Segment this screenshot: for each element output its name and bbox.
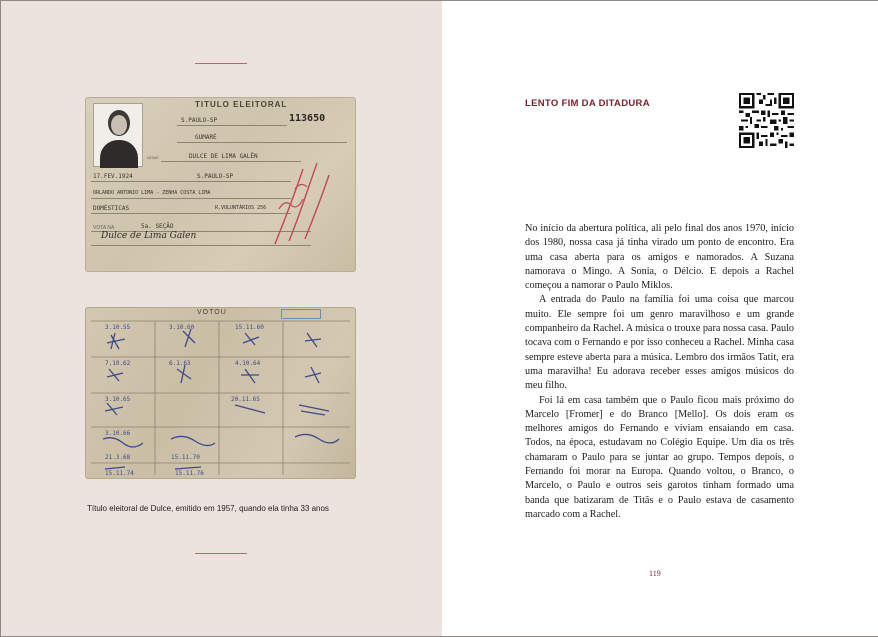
svg-text:15.11.76: 15.11.76 — [175, 470, 204, 477]
portrait-photo — [93, 103, 143, 167]
bottom-decorative-rule — [195, 553, 247, 554]
svg-text:3.10.65: 3.10.65 — [105, 396, 131, 403]
svg-text:4.10.64: 4.10.64 — [235, 360, 261, 367]
svg-text:15.11.60: 15.11.60 — [235, 324, 264, 331]
card-title: TITULO ELEITORAL — [195, 100, 288, 109]
card-zona: GUMARÉ — [195, 134, 217, 141]
svg-text:15.11.70: 15.11.70 — [171, 454, 200, 461]
card-state: S.PAULO-SP — [197, 173, 234, 180]
svg-text:3.10.66: 3.10.66 — [105, 430, 131, 437]
svg-text:15.11.74: 15.11.74 — [105, 470, 134, 477]
red-handwritten-stamp — [265, 149, 335, 249]
body-text — [525, 222, 794, 522]
svg-text:7.10.62: 7.10.62 — [105, 360, 131, 367]
voting-grid — [85, 307, 356, 479]
right-page — [442, 1, 878, 636]
card-signature: Dulce de Lima Galen — [101, 231, 197, 241]
card-back-title: VOTOU — [197, 309, 227, 316]
svg-text:3.10.55: 3.10.55 — [105, 324, 131, 331]
chapter-title: LENTO FIM DA DITADURA — [525, 98, 650, 109]
paragraph-2: A entrada do Paulo na família foi uma coisa que marcou muito. Ele sempre foi um genro maravilhoso e um grande companheiro da Rachel. A música o trouxe para nossa casa. Paulo tocava com o Fernando e por isso conheceu a Rachel. Minha casa sempre esteve aberta para a música. Lembro dos irmãos Tatit, era uma maravilha! Eu adorava receber esses amigos músicos do meu filho. — [525, 294, 794, 392]
qr-code-icon[interactable] — [739, 93, 794, 148]
card-secao: 5a. SEÇÃO — [141, 223, 174, 230]
svg-text:3.10.60: 3.10.60 — [169, 324, 195, 331]
left-page — [1, 1, 442, 636]
card-parents: ORLANDO ANTONIO LIMA - ZENHA COSTA LIMA — [93, 190, 211, 196]
voter-card-back-image — [85, 307, 356, 479]
card-municipio: S.PAULO-SP — [181, 117, 218, 124]
svg-text:6.1.63: 6.1.63 — [169, 360, 191, 367]
card-voter-name: DULCE DE LIMA GALÊN — [189, 153, 258, 160]
image-caption: Título eleitoral de Dulce, emitido em 1957, quando ela tinha 33 anos — [87, 504, 329, 513]
card-birth-date: 17.FEV.1924 — [93, 173, 133, 180]
top-decorative-rule — [195, 63, 247, 64]
paragraph-3: Foi lá em casa também que o Paulo ficou mais próximo do Marcelo [Fromer] e do Branco [Mello]. Os dois eram os melhores amigos do Fernando e viviam ensaiando em casa. Todos, na época, estudavam no Colégio Equipe. Um dia os três chamaram o Paulo para se juntar ao grupo. Tempos depois, o Fernando foi morar na Europa. Quando voltou, o Branco, o Marcelo, o Paulo e outros seis garotos tinham formado uma banda que batizaram de Titãs e o Paulo estava de casamento marcado com a Rachel. — [525, 394, 794, 520]
paragraph-1: No início da abertura política, ali pelo final dos anos 1970, início dos 1980, nossa casa já tinha virado um ponto de encontro. Era uma casa aberta para os amigos e namorados. A Suzana namorava o Mingo. A Sonia, o Délcio. E depois a Rachel começou a namorar o Paulo Miklos. — [525, 223, 794, 292]
card-address: R.VOLUNTÁRIOS 256 — [215, 205, 267, 211]
card-number: 113650 — [289, 113, 326, 124]
svg-text:20.11.65: 20.11.65 — [231, 396, 260, 403]
page-number: 119 — [649, 569, 661, 578]
card-vota-label: VOTA NA — [93, 225, 115, 231]
voter-card-front-image: TITULO ELEITORAL 113650 S.PAULO-SP GUMARÉ NOME DULCE DE LIMA GALÊN 17.FEV.1924 S.PAULO-SP ORLANDO ANTONIO LIMA - ZENHA COSTA LIMA DOMÉSTICAS R.VOLUNTÁRIOS 256 VOTA NA 5a. SEÇÃO Dulce de Lima Galen — [85, 97, 356, 272]
svg-text:21.3.68: 21.3.68 — [105, 454, 131, 461]
card-profession: DOMÉSTICAS — [93, 205, 130, 212]
